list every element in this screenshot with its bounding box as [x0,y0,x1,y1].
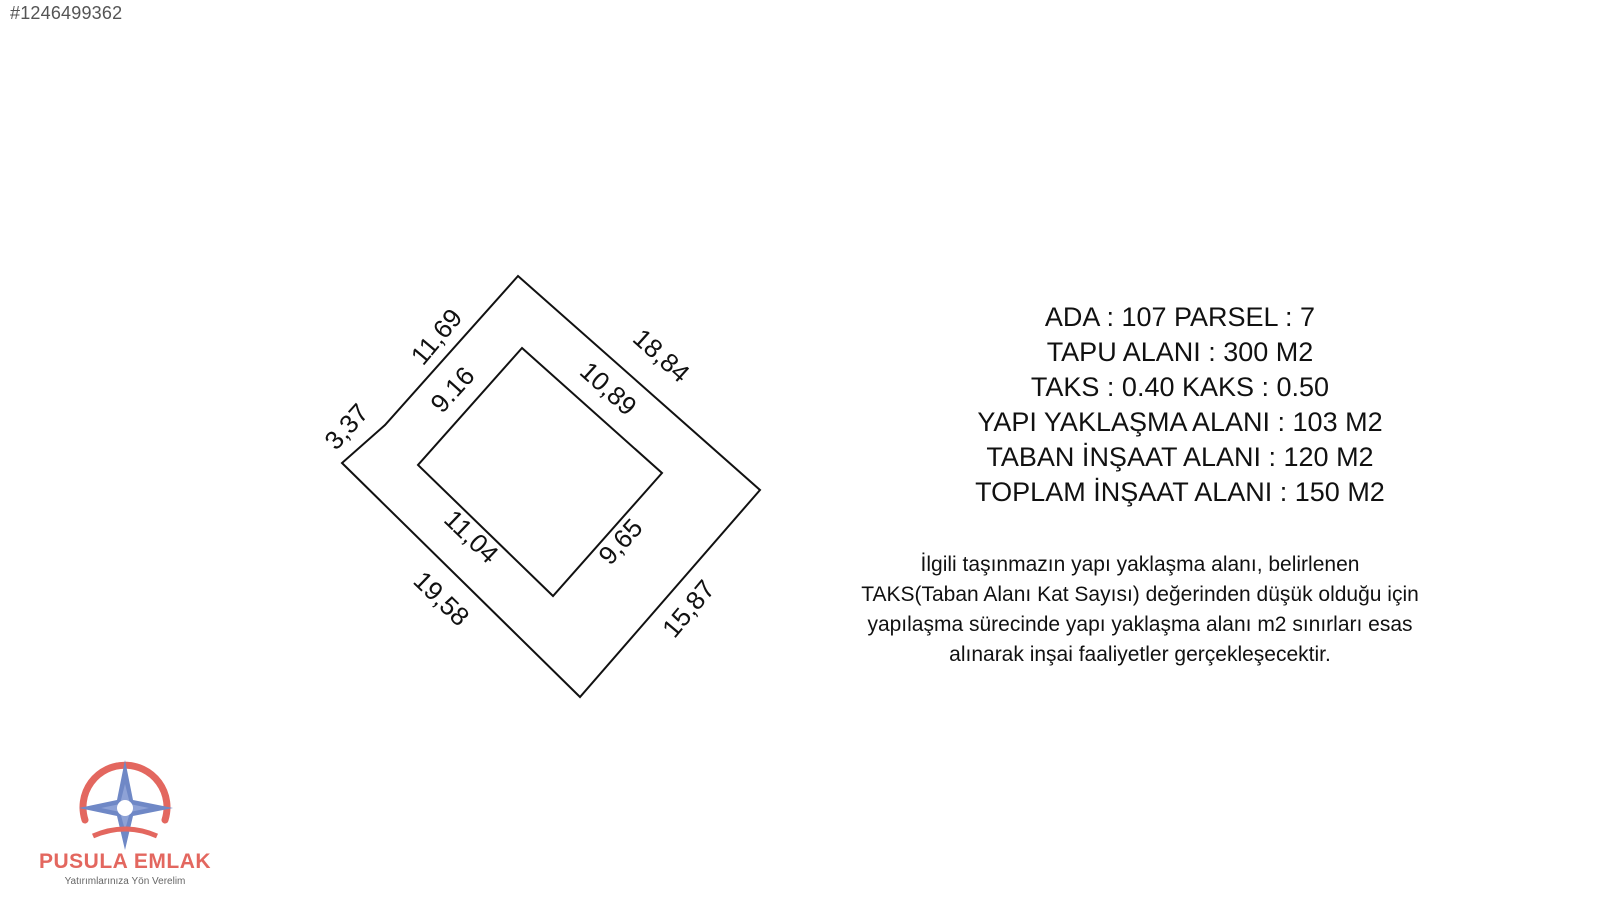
logo-brand-name: PUSULA EMLAK [38,850,212,873]
info-toplam-insaat: TOPLAM İNŞAAT ALANI : 150 M2 [975,477,1385,507]
parcel-info [900,300,1460,510]
dim-inner-top-right: 10,89 [574,355,643,422]
dim-outer-top-left: 11,69 [404,302,469,371]
info-yapi-yaklasma: YAPI YAKLAŞMA ALANI : 103 M2 [977,407,1383,437]
dim-outer-bottom-left: 19,58 [407,565,476,632]
note-line: yapılaşma sürecinde yapı yaklaşma alanı m2 sınırları esas [867,613,1413,636]
info-taks-kaks: TAKS : 0.40 KAKS : 0.50 [1030,372,1330,402]
note-line: alınarak inşai faaliyetler gerçekleşecektir. [949,643,1331,666]
note-line: TAKS(Taban Alanı Kat Sayısı) değerinden düşük olduğu için [861,583,1419,606]
company-logo [30,760,220,890]
dim-inner-bottom-right: 9,65 [592,512,649,571]
note-line: İlgili taşınmazın yapı yaklaşma alanı, belirlenen [920,553,1360,576]
info-ada-parsel: ADA : 107 PARSEL : 7 [1044,302,1316,332]
dim-outer-bottom-right: 15,87 [655,574,721,644]
info-tapu-alani: TAPU ALANI : 300 M2 [1046,337,1314,367]
dim-inner-bottom-left: 11,04 [438,503,505,570]
compass-star-icon [75,760,175,852]
listing-id: #1246499362 [10,3,123,23]
dim-outer-corner: 3,37 [318,397,375,456]
info-taban-insaat: TABAN İNŞAAT ALANI : 120 M2 [986,442,1374,472]
logo-slogan: Yatırımlarınıza Yön Verelim [64,876,186,887]
dim-inner-top-left: 9.16 [424,360,481,419]
parcel-note [820,550,1460,670]
parcel-boundary [342,276,760,697]
dim-outer-top-right: 18,84 [627,322,696,389]
